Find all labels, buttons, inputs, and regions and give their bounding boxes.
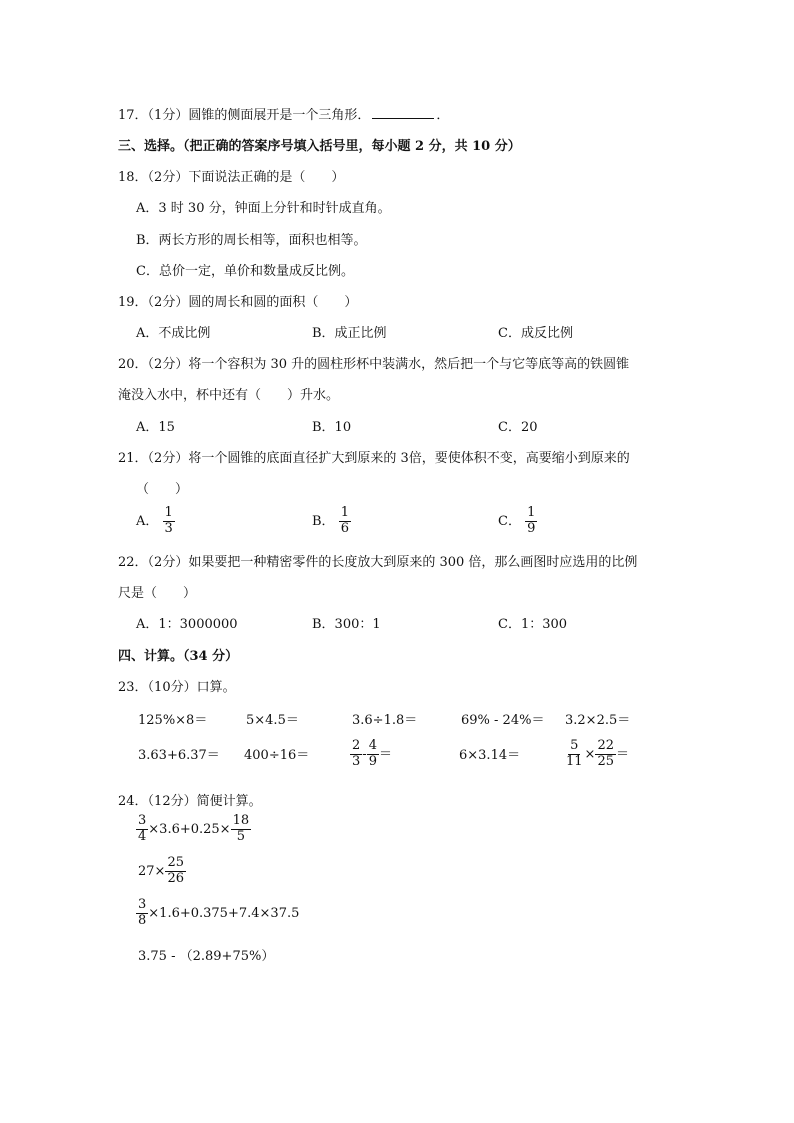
- fraction: [525, 506, 537, 537]
- fraction: [367, 739, 379, 770]
- numerator: 5: [570, 738, 579, 753]
- numerator: 1: [527, 505, 536, 520]
- denominator: 11: [566, 753, 583, 769]
- question-23-stem: 23．（10分）口算。: [118, 680, 236, 695]
- question-20-stem-line2: 淹没入水中，杯中还有（ ）升水。: [118, 388, 340, 403]
- oral-calc-item: 6×3.14＝: [459, 748, 521, 763]
- fraction: [165, 856, 186, 887]
- fraction: [231, 814, 252, 845]
- option-label: C．: [498, 513, 521, 529]
- fraction: [339, 506, 351, 537]
- oral-calc-item: 400÷16＝: [244, 748, 310, 763]
- fraction: [136, 898, 148, 929]
- denominator: 5: [236, 828, 245, 844]
- q19-option-a: A．不成比例: [136, 326, 211, 341]
- q20-option-b: B．10: [312, 420, 352, 435]
- expr-rest: ×1.6+0.375+7.4×37.5: [148, 905, 300, 921]
- denominator: 3: [164, 520, 173, 536]
- numerator: 1: [340, 505, 349, 520]
- oral-calc-item: 3.63+6.37＝: [138, 748, 220, 763]
- q22-option-b: B．300：1: [312, 617, 381, 632]
- oral-calc-item: 125%×8＝: [138, 713, 208, 728]
- question-17: [118, 104, 449, 123]
- q22-option-c: C．1：300: [498, 617, 568, 632]
- simplify-expr-1: [136, 814, 251, 845]
- numerator: 4: [368, 738, 377, 753]
- q18-option-c: C．总价一定，单价和数量成反比例。: [136, 264, 354, 279]
- denominator: 4: [138, 828, 147, 844]
- numerator: 1: [164, 505, 173, 520]
- question-19-stem: 19．（2分）圆的周长和圆的面积（ ）: [118, 295, 358, 310]
- denominator: 6: [340, 520, 349, 536]
- option-label: A．: [136, 513, 159, 529]
- equals-sign: ＝: [378, 746, 392, 762]
- simplify-expr-3: [136, 898, 299, 929]
- q22-option-a: A．1：3000000: [136, 617, 238, 632]
- denominator: 8: [138, 912, 147, 928]
- q21-option-b: [312, 506, 351, 537]
- q19-option-b: B．成正比例: [312, 326, 387, 341]
- question-24-stem: 24．（12分）简便计算。: [118, 794, 262, 809]
- question-21-stem-line2: （ ）: [136, 482, 189, 497]
- denominator: 9: [368, 753, 377, 769]
- fraction: [163, 506, 175, 537]
- numerator: 3: [138, 897, 147, 912]
- section-4-title: 四、计算。（34 分）: [118, 649, 239, 664]
- oral-calc-item: 3.6÷1.8＝: [352, 713, 418, 728]
- denominator: 9: [527, 520, 536, 536]
- numerator: 2: [352, 738, 361, 753]
- oral-calc-fraction-item: [564, 739, 629, 770]
- q17-text: 17．（1分）圆锥的侧面展开是一个三角形．: [118, 108, 371, 123]
- simplify-expr-4: 3.75 - （2.89+75%）: [138, 949, 275, 964]
- question-22-stem-line2: 尺是（ ）: [118, 586, 197, 601]
- numerator: 25: [167, 855, 184, 870]
- option-label: B．: [312, 513, 335, 529]
- operator: ×: [584, 746, 596, 762]
- simplify-expr-2: [138, 856, 186, 887]
- fraction: [564, 739, 585, 770]
- oral-calc-item: 3.2×2.5＝: [565, 713, 631, 728]
- expr-prefix: 27×: [138, 863, 166, 879]
- q18-option-a: A．3 时 30 分，钟面上分针和时针成直角。: [136, 201, 391, 216]
- q19-option-c: C．成反比例: [498, 326, 573, 341]
- numerator: 18: [232, 813, 250, 828]
- numerator: 3: [138, 813, 147, 828]
- expr-middle: ×3.6+0.25×: [148, 821, 231, 837]
- question-20-stem-line1: 20．（2分）将一个容积为 30 升的圆柱形杯中装满水，然后把一个与它等底等高的铁圆锥: [118, 357, 630, 372]
- answer-blank[interactable]: [372, 107, 434, 119]
- question-21-stem-line1: 21．（2分）将一个圆锥的底面直径扩大到原来的 3倍，要使体积不变，高要缩小到原来的: [118, 451, 630, 466]
- operator: -: [362, 746, 367, 762]
- oral-calc-fraction-item: [350, 739, 392, 770]
- fraction: [350, 739, 362, 770]
- denominator: 3: [352, 753, 361, 769]
- q21-option-a: [136, 506, 175, 537]
- q18-option-b: B．两长方形的周长相等，面积也相等。: [136, 233, 367, 248]
- fraction: [595, 739, 616, 770]
- fraction: [136, 814, 148, 845]
- oral-calc-item: 5×4.5＝: [246, 713, 299, 728]
- q20-option-c: C．20: [498, 420, 538, 435]
- q17-end: ．: [436, 108, 450, 123]
- question-22-stem-line1: 22．（2分）如果要把一种精密零件的长度放大到原来的 300 倍，那么画图时应选用的比例: [118, 555, 638, 570]
- question-18-stem: 18．（2分）下面说法正确的是（ ）: [118, 170, 345, 185]
- q21-option-c: [498, 506, 537, 537]
- equals-sign: ＝: [616, 746, 630, 762]
- oral-calc-item: 69% - 24%＝: [461, 713, 545, 728]
- numerator: 22: [597, 738, 614, 753]
- section-3-title: 三、选择。（把正确的答案序号填入括号里，每小题 2 分，共 10 分）: [118, 139, 521, 154]
- q20-option-a: A．15: [136, 420, 175, 435]
- denominator: 25: [597, 753, 614, 769]
- denominator: 26: [167, 870, 184, 886]
